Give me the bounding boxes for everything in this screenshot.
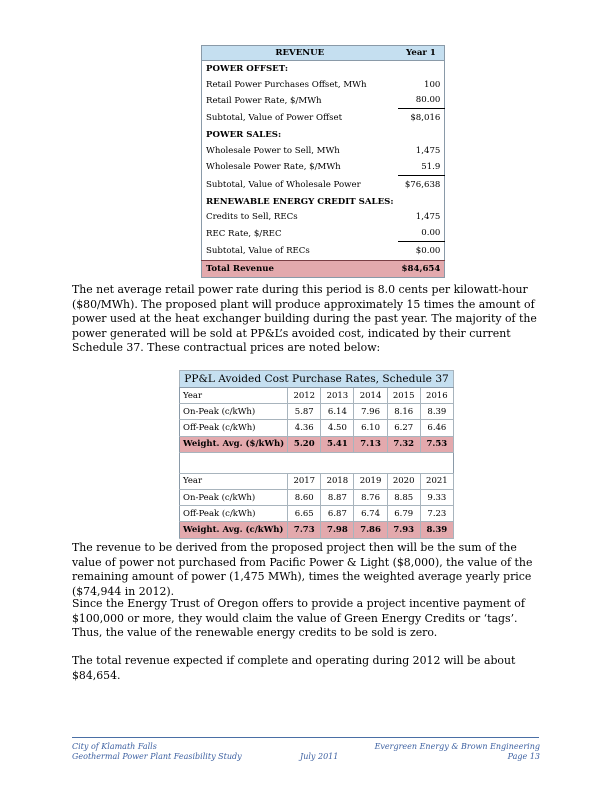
footer-study-title: Geothermal Power Plant Feasibility Study: [72, 752, 242, 761]
rates-row-label: Off-Peak (c/kWh): [180, 506, 288, 522]
footer-firm: Evergreen Energy & Brown Engineering: [374, 742, 540, 751]
revenue-row-label: Subtotal, Value of RECs: [206, 245, 310, 256]
revenue-row-label: Subtotal, Value of Power Offset: [206, 113, 343, 124]
revenue-row-label: Wholesale Power to Sell, MWh: [206, 146, 340, 157]
rates-cell: 8.39: [420, 404, 453, 420]
rates-on-peak-row: [180, 489, 454, 505]
rates-year-row: [180, 388, 454, 404]
rates-weighted-avg-row: [180, 436, 454, 452]
revenue-row-value: 1,475: [415, 146, 441, 157]
rates-off-peak-row: [180, 506, 454, 522]
revenue-row-value: $0.00: [415, 246, 441, 257]
rates-cell: 8.16: [387, 404, 420, 420]
paragraph-revenue-derivation: The revenue to be derived from the proposed project then will be the sum of the value of power not purchased from Pacific Power & Light ($8,000), the value of the remaining amount of power (1,475 MWh), times the weighted average yearly price ($74,944 in 2012).: [72, 541, 533, 598]
rates-year-row: [180, 473, 454, 489]
rates-cell: 2016: [420, 388, 453, 404]
revenue-row: [202, 242, 445, 261]
rates-cell: 5.87: [288, 404, 321, 420]
revenue-row-value: 0.00: [398, 225, 445, 241]
rates-row-label: Year: [180, 473, 288, 489]
rates-cell: 8.87: [321, 489, 354, 505]
rates-cell: 2015: [387, 388, 420, 404]
footer-rule: [72, 737, 539, 738]
footer-left: [72, 742, 242, 762]
rates-cell: 7.32: [387, 436, 420, 452]
revenue-table: [201, 45, 445, 278]
rates-cell: 8.60: [288, 489, 321, 505]
rates-cell: 5.41: [321, 436, 354, 452]
rates-cell: 7.96: [354, 404, 387, 420]
rates-on-peak-row: [180, 404, 454, 420]
rates-cell: 7.53: [420, 436, 453, 452]
rates-cell: 2019: [354, 473, 387, 489]
rates-cell: 6.27: [387, 420, 420, 436]
rates-weighted-avg-row: [180, 522, 454, 538]
revenue-header-label: REVENUE: [202, 46, 398, 61]
rates-cell: 4.36: [288, 420, 321, 436]
revenue-row-value: 80.00: [398, 93, 445, 109]
revenue-row: [202, 127, 445, 143]
rates-cell: 2013: [321, 388, 354, 404]
revenue-row-value: 100: [423, 79, 441, 90]
rates-cell: 6.65: [288, 506, 321, 522]
revenue-header-year: Year 1: [398, 46, 445, 61]
rates-cell: 8.39: [420, 522, 453, 538]
rates-cell: 2017: [288, 473, 321, 489]
avoided-cost-rates-table: [179, 370, 454, 539]
rates-cell: 2012: [288, 388, 321, 404]
revenue-row-label: Credits to Sell, RECs: [206, 212, 298, 223]
revenue-row: [202, 194, 445, 210]
revenue-row: [202, 109, 445, 128]
paragraph-energy-trust: Since the Energy Trust of Oregon offers to provide a project incentive payment of $100,000 or more, they would claim the value of Green Energy Credits or ‘tags’. Thus, the value of the renewable energy credits to be sold is zero.: [72, 597, 525, 640]
rates-row-label: On-Peak (c/kWh): [180, 489, 288, 505]
rates-cell: 7.73: [288, 522, 321, 538]
rates-row-label: Weight. Avg. (c/kWh): [180, 522, 288, 538]
revenue-header-row: [202, 46, 445, 61]
rates-title-row: [180, 371, 454, 388]
revenue-row-value: 1,475: [415, 212, 441, 223]
rates-cell: 7.98: [321, 522, 354, 538]
rates-cell: 7.23: [420, 506, 453, 522]
footer-client: City of Klamath Falls: [72, 742, 157, 751]
paragraph-total-revenue: The total revenue expected if complete and operating during 2012 will be about $84,654.: [72, 654, 516, 682]
footer-page-number: Page 13: [507, 752, 540, 761]
rates-cell: 6.74: [354, 506, 387, 522]
revenue-row-label: Retail Power Rate, $/MWh: [206, 95, 322, 106]
rates-table-title: PP&L Avoided Cost Purchase Rates, Schedule 37: [180, 371, 454, 388]
rates-spacer-row: [180, 452, 454, 473]
revenue-row-value: [398, 61, 445, 77]
revenue-row-value: 51.9: [398, 159, 445, 175]
rates-row-label: Off-Peak (c/kWh): [180, 420, 288, 436]
rates-cell: 6.14: [321, 404, 354, 420]
revenue-total-value: $84,654: [398, 261, 445, 278]
revenue-row: [202, 61, 445, 77]
rates-spacer-cell: [180, 452, 454, 473]
revenue-row-label: REC Rate, $/REC: [206, 228, 282, 239]
footer-right: [375, 742, 540, 762]
rates-cell: 6.10: [354, 420, 387, 436]
rates-cell: 7.86: [354, 522, 387, 538]
revenue-row-label: POWER SALES:: [206, 130, 282, 141]
rates-cell: 6.46: [420, 420, 453, 436]
revenue-row: [202, 93, 445, 109]
revenue-total-row: [202, 261, 445, 278]
revenue-total-label: Total Revenue: [202, 261, 398, 278]
revenue-row-label: Subtotal, Value of Wholesale Power: [206, 179, 361, 190]
revenue-row-value: [398, 127, 445, 143]
revenue-row: [202, 210, 445, 226]
revenue-row-value: [398, 194, 445, 210]
revenue-row-label: Retail Power Purchases Offset, MWh: [206, 79, 367, 90]
revenue-row: [202, 175, 445, 194]
rates-cell: 2020: [387, 473, 420, 489]
rates-cell: 9.33: [420, 489, 453, 505]
rates-cell: 2018: [321, 473, 354, 489]
rates-cell: 7.13: [354, 436, 387, 452]
footer-date: July 2011: [300, 752, 339, 761]
rates-cell: 8.76: [354, 489, 387, 505]
paragraph-net-rate: The net average retail power rate during this period is 8.0 cents per kilowatt-hour ($80/MWh). The proposed plant will produce approximately 15 times the amount of power used at the heat exchanger building during the past year. The majority of the power generated will be sold at PP&L’s avoided cost, indicated by their current Schedule 37. These contractual prices are noted below:: [72, 283, 537, 355]
revenue-row-label: Wholesale Power Rate, $/MWh: [206, 162, 341, 173]
revenue-row: [202, 143, 445, 159]
revenue-row-value: $8,016: [410, 113, 441, 124]
rates-row-label: Weight. Avg. ($/kWh): [180, 436, 288, 452]
rates-cell: 7.93: [387, 522, 420, 538]
rates-cell: 2014: [354, 388, 387, 404]
rates-cell: 6.87: [321, 506, 354, 522]
rates-cell: 6.79: [387, 506, 420, 522]
revenue-row: [202, 77, 445, 93]
rates-row-label: On-Peak (c/kWh): [180, 404, 288, 420]
rates-cell: 8.85: [387, 489, 420, 505]
revenue-row-value: $76,638: [404, 179, 441, 190]
rates-cell: 5.20: [288, 436, 321, 452]
rates-row-label: Year: [180, 388, 288, 404]
revenue-row-label: RENEWABLE ENERGY CREDIT SALES:: [206, 196, 394, 207]
rates-cell: 4.50: [321, 420, 354, 436]
rates-off-peak-row: [180, 420, 454, 436]
rates-cell: 2021: [420, 473, 453, 489]
revenue-row: [202, 159, 445, 175]
revenue-row-label: POWER OFFSET:: [206, 63, 288, 74]
revenue-row: [202, 225, 445, 241]
